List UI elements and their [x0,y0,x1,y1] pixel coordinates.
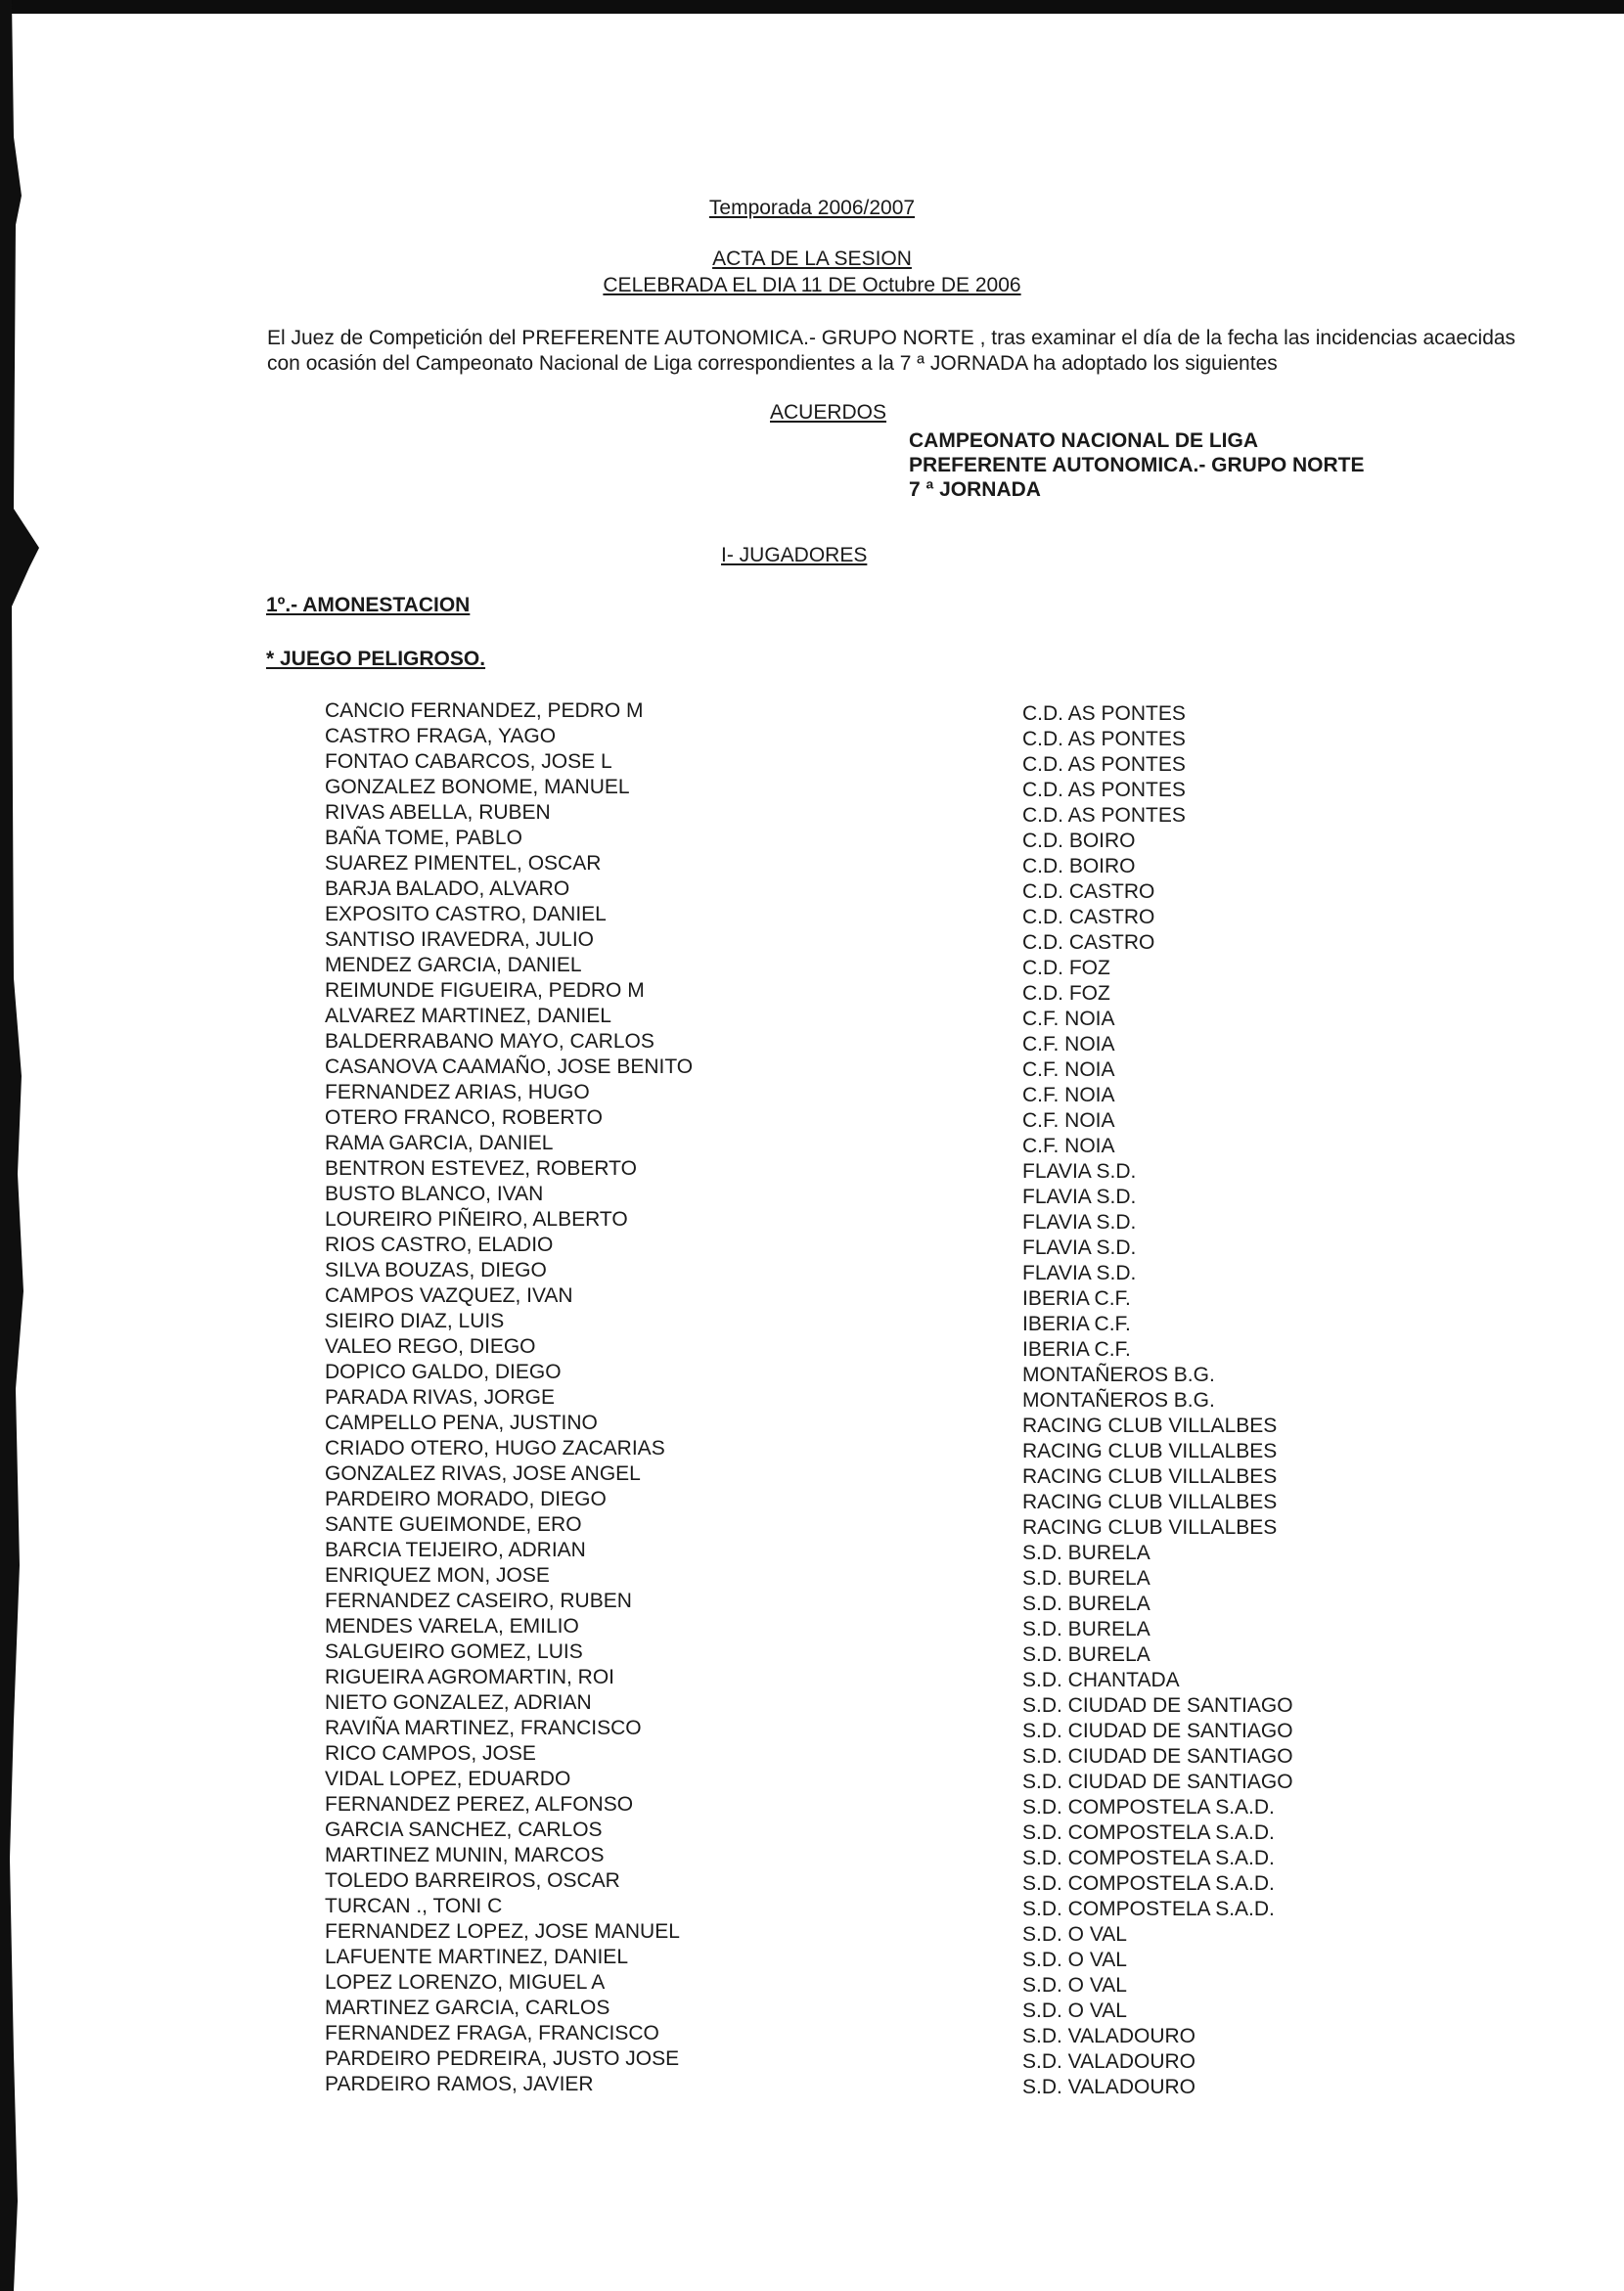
player-club: C.D. CASTRO [1022,906,1155,928]
player-club: S.D. VALADOURO [1022,2025,1195,2047]
player-name: CASTRO FRAGA, YAGO [325,725,557,747]
player-row [0,953,1624,978]
player-club: C.D. AS PONTES [1022,753,1186,776]
player-club: RACING CLUB VILLALBES [1022,1465,1278,1488]
player-row [0,1512,1624,1538]
player-name: FERNANDEZ PEREZ, ALFONSO [325,1793,634,1816]
player-row [0,1665,1624,1690]
player-name: CRIADO OTERO, HUGO ZACARIAS [325,1437,665,1460]
player-row [0,851,1624,876]
player-name: GONZALEZ BONOME, MANUEL [325,776,630,798]
player-row [0,1004,1624,1029]
player-club: MONTAÑEROS B.G. [1022,1364,1215,1386]
player-name: LOPEZ LORENZO, MIGUEL A [325,1971,606,1994]
player-name: RIGUEIRA AGROMARTIN, ROI [325,1666,614,1688]
player-club: C.F. NOIA [1022,1058,1115,1081]
player-row [0,2046,1624,2072]
player-name: LOUREIRO PIÑEIRO, ALBERTO [325,1208,628,1231]
player-name: FERNANDEZ CASEIRO, RUBEN [325,1590,632,1612]
player-club: C.D. AS PONTES [1022,702,1186,725]
player-row [0,724,1624,749]
player-name: SILVA BOUZAS, DIEGO [325,1259,547,1281]
player-club: RACING CLUB VILLALBES [1022,1516,1278,1539]
player-club: S.D. COMPOSTELA S.A.D. [1022,1821,1275,1844]
player-club: C.D. FOZ [1022,982,1110,1005]
player-row [0,1360,1624,1385]
player-club: S.D. BURELA [1022,1643,1150,1666]
player-club: C.D. CASTRO [1022,931,1155,954]
season-title: Temporada 2006/2007 [708,197,916,219]
player-row [0,1741,1624,1767]
player-club: FLAVIA S.D. [1022,1211,1137,1234]
player-row [0,1055,1624,1080]
player-name: MARTINEZ MUNIN, MARCOS [325,1844,605,1866]
player-club: C.D. FOZ [1022,957,1110,979]
player-name: SANTISO IRAVEDRA, JULIO [325,928,594,951]
player-name: CANCIO FERNANDEZ, PEDRO M [325,699,644,722]
player-name: FERNANDEZ LOPEZ, JOSE MANUEL [325,1920,680,1943]
player-row [0,1868,1624,1894]
player-row [0,800,1624,826]
player-club: S.D. O VAL [1022,1923,1127,1946]
player-list [0,698,1624,2097]
player-row [0,1182,1624,1207]
player-row [0,698,1624,724]
player-name: OTERO FRANCO, ROBERTO [325,1106,603,1129]
player-name: CAMPOS VAZQUEZ, IVAN [325,1284,573,1307]
player-club: C.F. NOIA [1022,1008,1115,1030]
player-club: S.D. BURELA [1022,1618,1150,1640]
player-club: IBERIA C.F. [1022,1313,1131,1335]
player-name: PARDEIRO RAMOS, JAVIER [325,2073,594,2095]
player-name: MENDEZ GARCIA, DANIEL [325,954,582,976]
player-name: CAMPELLO PENA, JUSTINO [325,1412,598,1434]
player-name: BALDERRABANO MAYO, CARLOS [325,1030,654,1053]
player-club: S.D. COMPOSTELA S.A.D. [1022,1847,1275,1869]
player-row [0,927,1624,953]
player-row [0,1436,1624,1461]
player-club: IBERIA C.F. [1022,1287,1131,1310]
player-row [0,1538,1624,1563]
player-row [0,1207,1624,1233]
player-club: S.D. VALADOURO [1022,2050,1195,2073]
player-name: MENDES VARELA, EMILIO [325,1615,579,1638]
category-title: * JUEGO PELIGROSO. [266,648,486,670]
player-club: FLAVIA S.D. [1022,1186,1137,1208]
player-club: S.D. COMPOSTELA S.A.D. [1022,1898,1275,1920]
player-name: GARCIA SANCHEZ, CARLOS [325,1819,603,1841]
player-club: S.D. CIUDAD DE SANTIAGO [1022,1720,1293,1742]
player-row [0,978,1624,1004]
player-club: S.D. COMPOSTELA S.A.D. [1022,1872,1275,1895]
player-name: NIETO GONZALEZ, ADRIAN [325,1691,592,1714]
championship-line2: PREFERENTE AUTONOMICA.- GRUPO NORTE [909,454,1365,476]
player-name: FERNANDEZ FRAGA, FRANCISCO [325,2022,659,2044]
player-row [0,775,1624,800]
player-club: S.D. BURELA [1022,1593,1150,1615]
player-row [0,1563,1624,1589]
player-row [0,1131,1624,1156]
player-name: BAÑA TOME, PABLO [325,827,522,849]
player-row [0,1843,1624,1868]
player-club: MONTAÑEROS B.G. [1022,1389,1215,1412]
player-club: S.D. O VAL [1022,1974,1127,1997]
player-club: S.D. O VAL [1022,1999,1127,2022]
player-name: VALEO REGO, DIEGO [325,1335,536,1358]
player-name: RIVAS ABELLA, RUBEN [325,801,551,824]
player-name: LAFUENTE MARTINEZ, DANIEL [325,1946,628,1968]
player-club: S.D. CHANTADA [1022,1669,1180,1691]
player-club: S.D. CIUDAD DE SANTIAGO [1022,1745,1293,1768]
player-club: C.F. NOIA [1022,1109,1115,1132]
player-row [0,1640,1624,1665]
player-club: RACING CLUB VILLALBES [1022,1491,1278,1513]
player-name: VIDAL LOPEZ, EDUARDO [325,1768,571,1790]
player-row [0,902,1624,927]
player-club: IBERIA C.F. [1022,1338,1131,1361]
player-row [0,1818,1624,1843]
player-club: S.D. CIUDAD DE SANTIAGO [1022,1694,1293,1717]
player-club: FLAVIA S.D. [1022,1236,1137,1259]
player-row [0,2072,1624,2097]
player-name: SALGUEIRO GOMEZ, LUIS [325,1640,583,1663]
player-row [0,1334,1624,1360]
player-row [0,2021,1624,2046]
player-row [0,1589,1624,1614]
player-row [0,876,1624,902]
player-club: C.F. NOIA [1022,1135,1115,1157]
player-row [0,1945,1624,1970]
player-name: EXPOSITO CASTRO, DANIEL [325,903,607,925]
subsection-title: 1º.- AMONESTACION [266,594,471,616]
player-name: BARJA BALADO, ALVARO [325,877,570,900]
player-name: TOLEDO BARREIROS, OSCAR [325,1869,620,1892]
section-title: I- JUGADORES [721,544,868,566]
player-name: RAMA GARCIA, DANIEL [325,1132,554,1154]
player-name: GONZALEZ RIVAS, JOSE ANGEL [325,1462,641,1485]
player-club: RACING CLUB VILLALBES [1022,1440,1278,1462]
player-club: C.F. NOIA [1022,1084,1115,1106]
player-row [0,1080,1624,1105]
player-row [0,1690,1624,1716]
player-row [0,1309,1624,1334]
player-row [0,1767,1624,1792]
player-club: C.D. BOIRO [1022,855,1136,877]
player-club: S.D. O VAL [1022,1949,1127,1971]
championship-line1: CAMPEONATO NACIONAL DE LIGA [909,429,1259,452]
intro-paragraph: El Juez de Competición del PREFERENTE AUTONOMICA.- GRUPO NORTE , tras examinar el día de la fecha las incidencias acaecidas con ocasión del Campeonato Nacional de Liga correspondientes a la 7 ª JORNADA ha adoptado los siguientes [267,327,1516,375]
player-row [0,1894,1624,1919]
player-name: ENRIQUEZ MON, JOSE [325,1564,550,1587]
player-row [0,1487,1624,1512]
player-name: RIOS CASTRO, ELADIO [325,1234,554,1256]
player-name: FONTAO CABARCOS, JOSE L [325,750,612,773]
player-row [0,1411,1624,1436]
player-name: RAVIÑA MARTINEZ, FRANCISCO [325,1717,642,1739]
player-row [0,749,1624,775]
player-row [0,1258,1624,1283]
player-row [0,1385,1624,1411]
player-row [0,1970,1624,1996]
player-club: C.F. NOIA [1022,1033,1115,1056]
player-club: FLAVIA S.D. [1022,1160,1137,1183]
player-row [0,1461,1624,1487]
player-name: ALVAREZ MARTINEZ, DANIEL [325,1005,611,1027]
player-name: DOPICO GALDO, DIEGO [325,1361,562,1383]
acta-heading-line2: CELEBRADA EL DIA 11 DE Octubre DE 2006 [603,274,1021,296]
player-row [0,1716,1624,1741]
player-name: PARDEIRO PEDREIRA, JUSTO JOSE [325,2047,680,2070]
acta-heading-line1: ACTA DE LA SESION [712,247,912,270]
player-name: FERNANDEZ ARIAS, HUGO [325,1081,590,1103]
player-name: MARTINEZ GARCIA, CARLOS [325,1997,610,2019]
player-name: PARDEIRO MORADO, DIEGO [325,1488,607,1510]
player-name: TURCAN ., TONI C [325,1895,503,1917]
player-name: RICO CAMPOS, JOSE [325,1742,536,1765]
player-row [0,1996,1624,2021]
player-row [0,826,1624,851]
player-row [0,1919,1624,1945]
player-club: S.D. CIUDAD DE SANTIAGO [1022,1771,1293,1793]
player-name: SIEIRO DIAZ, LUIS [325,1310,505,1332]
player-club: RACING CLUB VILLALBES [1022,1415,1278,1437]
player-club: S.D. BURELA [1022,1542,1150,1564]
player-row [0,1792,1624,1818]
player-club: S.D. COMPOSTELA S.A.D. [1022,1796,1275,1819]
player-name: BUSTO BLANCO, IVAN [325,1183,544,1205]
championship-line3: 7 ª JORNADA [909,478,1041,501]
player-name: CASANOVA CAAMAÑO, JOSE BENITO [325,1056,694,1078]
player-row [0,1614,1624,1640]
player-club: C.D. CASTRO [1022,880,1155,903]
player-name: PARADA RIVAS, JORGE [325,1386,555,1409]
player-club: C.D. AS PONTES [1022,804,1186,827]
player-name: REIMUNDE FIGUEIRA, PEDRO M [325,979,645,1002]
player-club: C.D. BOIRO [1022,830,1136,852]
player-row [0,1233,1624,1258]
championship-block [909,428,1365,502]
player-club: S.D. BURELA [1022,1567,1150,1590]
player-row [0,1105,1624,1131]
player-name: BARCIA TEIJEIRO, ADRIAN [325,1539,586,1561]
player-row [0,1029,1624,1055]
player-name: BENTRON ESTEVEZ, ROBERTO [325,1157,637,1180]
player-club: FLAVIA S.D. [1022,1262,1137,1284]
player-club: S.D. VALADOURO [1022,2076,1195,2098]
player-name: SUAREZ PIMENTEL, OSCAR [325,852,602,875]
player-row [0,1156,1624,1182]
acuerdos-heading: ACUERDOS [770,401,887,424]
player-name: SANTE GUEIMONDE, ERO [325,1513,582,1536]
player-club: C.D. AS PONTES [1022,779,1186,801]
player-row [0,1283,1624,1309]
player-club: C.D. AS PONTES [1022,728,1186,750]
